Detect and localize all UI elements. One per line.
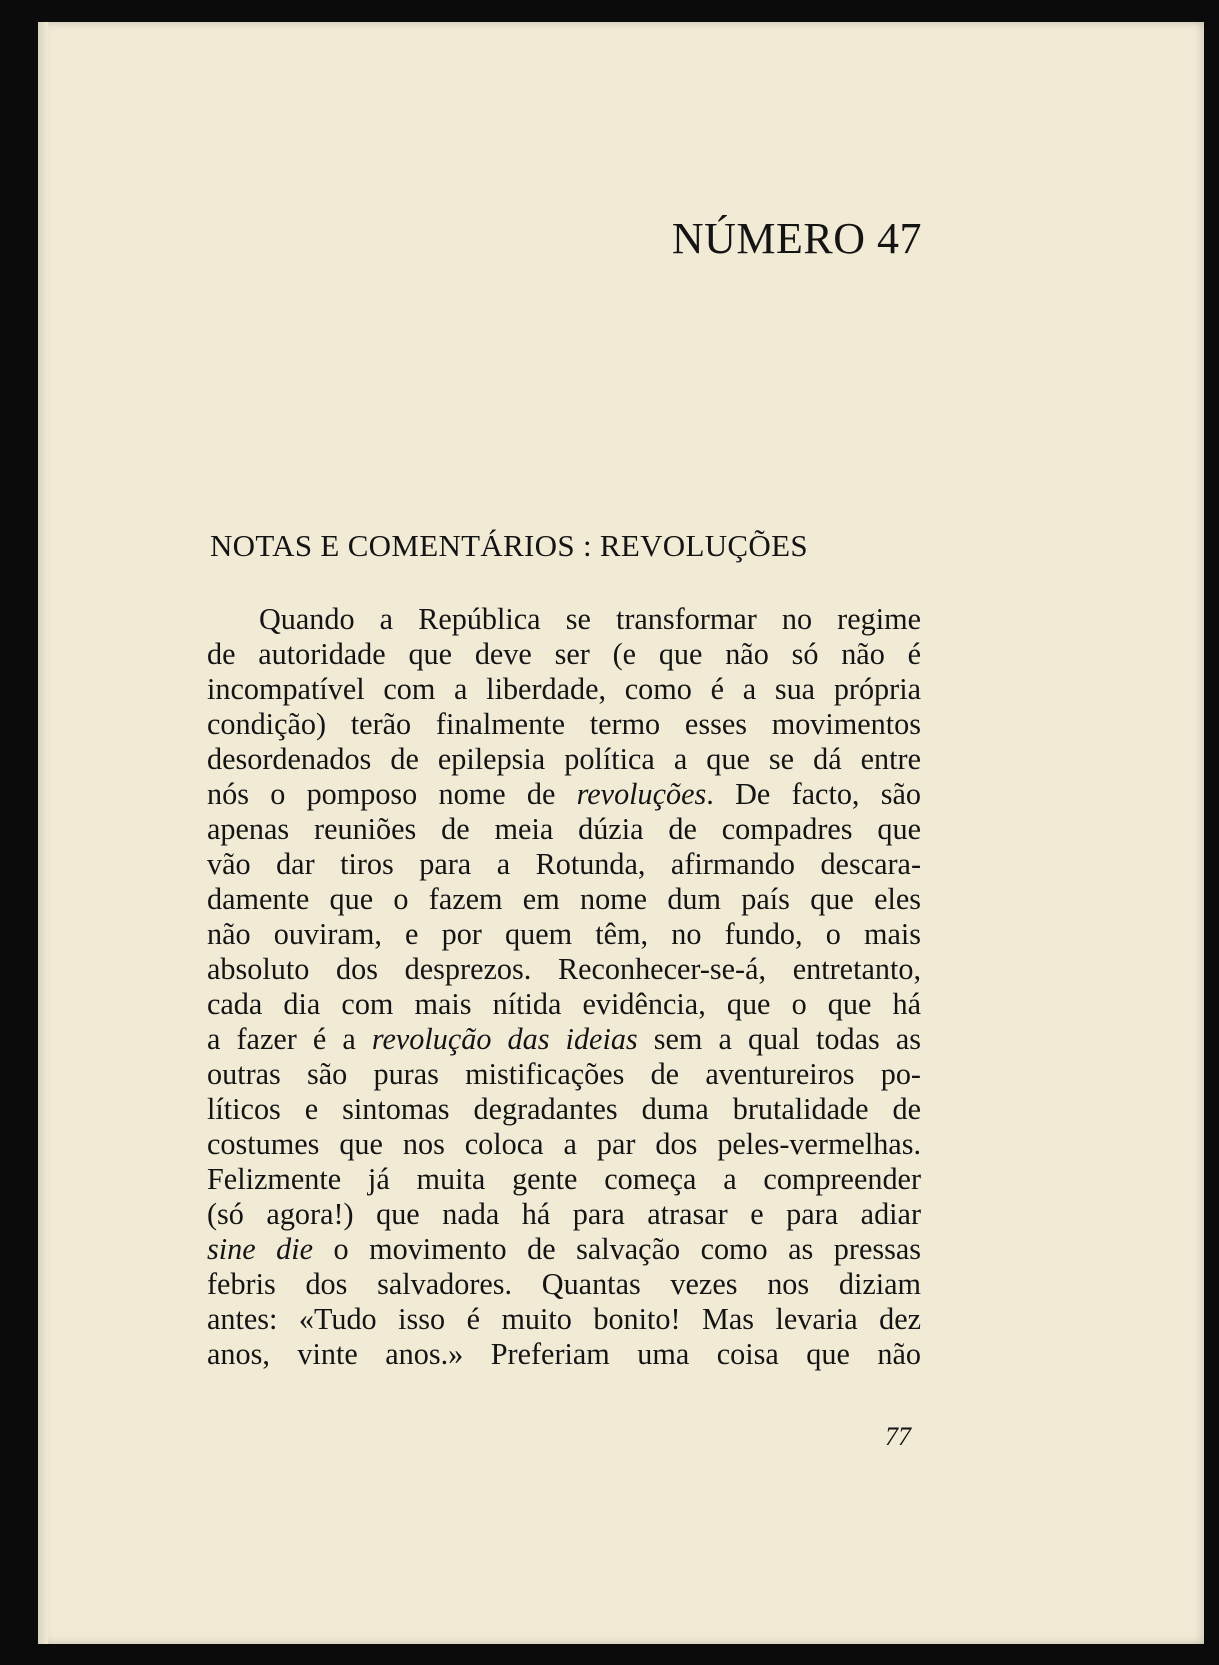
text-line: Felizmente já muita gente começa a compreender bbox=[207, 1162, 921, 1196]
italic-term: revolução das ideias bbox=[371, 1022, 638, 1056]
text-line: líticos e sintomas degradantes duma brutalidade de bbox=[207, 1092, 921, 1126]
italic-term: revoluções bbox=[576, 777, 707, 811]
text-line bbox=[207, 1022, 921, 1057]
text-line: condição) terão finalmente termo esses movimentos bbox=[207, 707, 921, 741]
text-line: outras são puras mistificações de aventureiros po- bbox=[207, 1057, 921, 1091]
text-segment: o movimento de salvação como as pressas bbox=[313, 1232, 921, 1266]
text-line: antes: «Tudo isso é muito bonito! Mas levaria dez bbox=[207, 1302, 921, 1336]
text-segment: a fazer é a bbox=[207, 1022, 372, 1056]
text-line: absoluto dos desprezos. Reconhecer-se-á, entretanto, bbox=[207, 952, 921, 986]
text-line: (só agora!) que nada há para atrasar e para adiar bbox=[207, 1197, 921, 1231]
text-line: vão dar tiros para a Rotunda, afirmando descara- bbox=[207, 847, 921, 881]
text-line bbox=[207, 777, 921, 812]
text-line: Quando a República se transformar no regime bbox=[259, 602, 921, 636]
text-line: de autoridade que deve ser (e que não só não é bbox=[207, 637, 921, 671]
body-paragraph bbox=[207, 602, 921, 1372]
text-line: desordenados de epilepsia política a que se dá entre bbox=[207, 742, 921, 776]
text-line: não ouviram, e por quem têm, no fundo, o mais bbox=[207, 917, 921, 951]
page-number: 77 bbox=[885, 1422, 911, 1451]
text-line: damente que o fazem em nome dum país que eles bbox=[207, 882, 921, 916]
chapter-number-heading: NÚMERO 47 bbox=[671, 214, 922, 263]
text-line bbox=[207, 1232, 921, 1267]
text-line: apenas reuniões de meia dúzia de compadres que bbox=[207, 812, 921, 846]
page-gutter-shadow bbox=[38, 22, 48, 1644]
text-line: febris dos salvadores. Quantas vezes nos diziam bbox=[207, 1267, 921, 1301]
italic-term: sine die bbox=[207, 1232, 314, 1266]
text-line: anos, vinte anos.» Preferiam uma coisa que não bbox=[207, 1337, 921, 1371]
text-line: incompatível com a liberdade, como é a sua própria bbox=[207, 672, 921, 706]
section-title: NOTAS E COMENTÁRIOS : REVOLUÇÕES bbox=[210, 528, 808, 563]
text-line: cada dia com mais nítida evidência, que o que há bbox=[207, 987, 921, 1021]
text-line: costumes que nos coloca a par dos peles-vermelhas. bbox=[207, 1127, 921, 1161]
text-segment: sem a qual todas as bbox=[637, 1022, 921, 1056]
text-segment: nós o pomposo nome de bbox=[207, 777, 577, 811]
text-segment: . De facto, são bbox=[706, 777, 921, 811]
